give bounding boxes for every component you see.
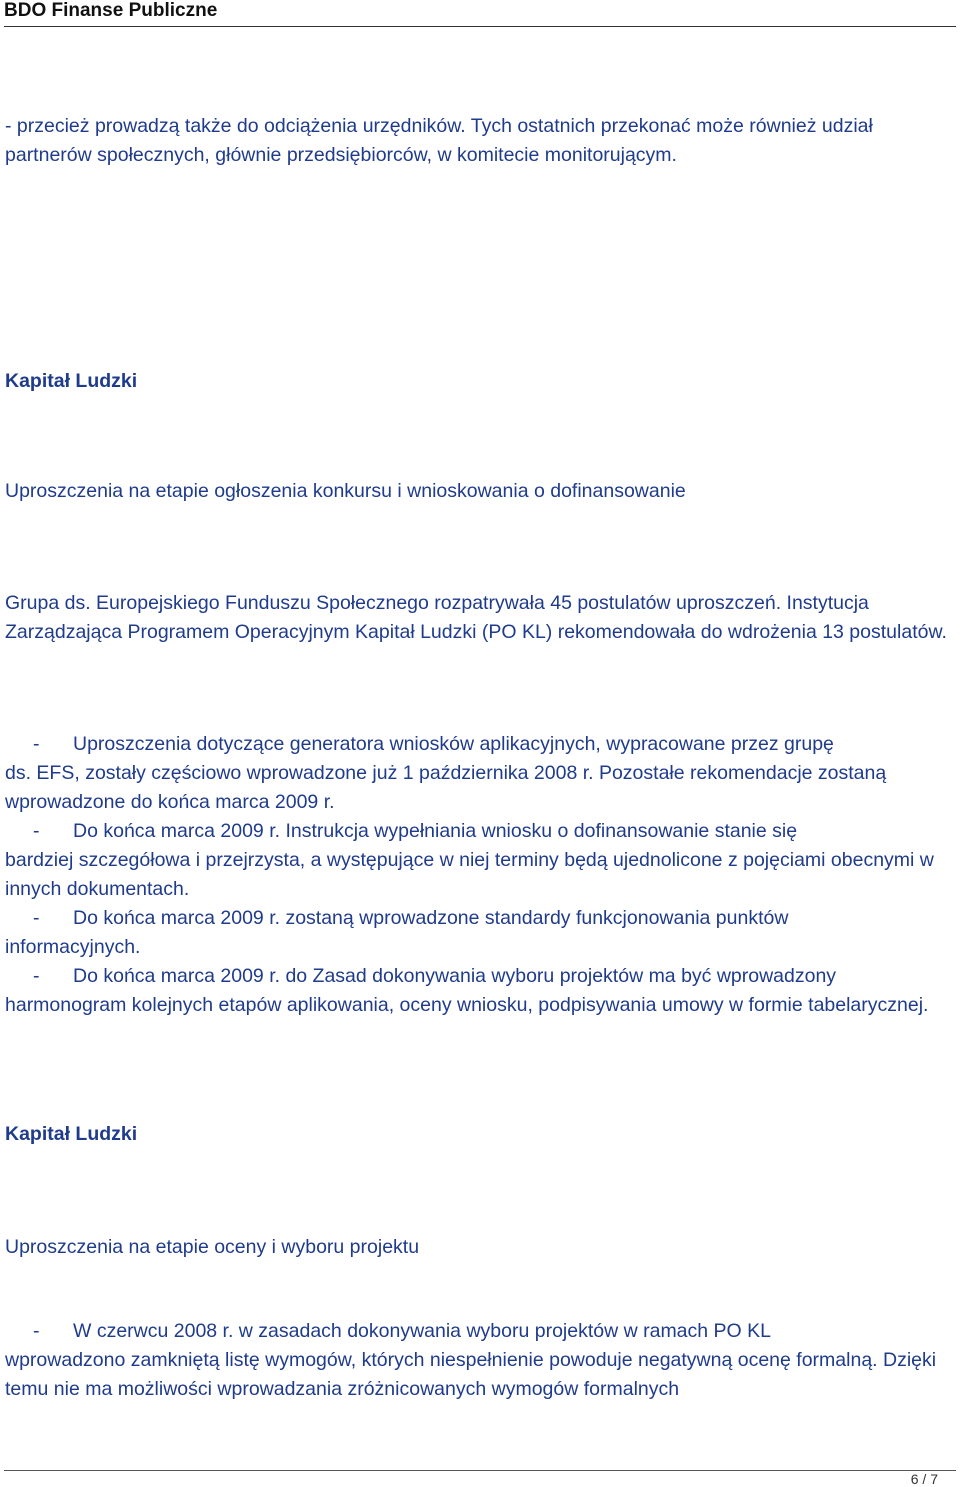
bullet-dash: -: [33, 965, 40, 987]
list-item: [5, 730, 955, 817]
section-2-subheading: Uproszczenia na etapie oceny i wyboru projektu: [5, 1236, 420, 1258]
list-item: [5, 817, 955, 904]
list-item: [5, 1317, 955, 1404]
intro-paragraph: - przecież prowadzą także do odciążenia urzędników. Tych ostatnich przekonać może również udział partnerów społecznych, głównie przedsiębiorców, w komitecie monitorującym.: [5, 115, 873, 166]
list-item: [5, 904, 955, 962]
section-1-bullet-list: [5, 730, 955, 1020]
bullet-lead-text: Uproszczenia dotyczące generatora wniosków aplikacyjnych, wypracowane przez grupę: [73, 733, 834, 755]
footer-divider: [4, 1470, 956, 1471]
document-header-title: BDO Finanse Publiczne: [4, 0, 218, 21]
section-1-paragraph: Grupa ds. Europejskiego Funduszu Społecznego rozpatrywała 45 postulatów uproszczeń. Instytucja Zarządzająca Programem Operacyjnym Kapitał Ludzki (PO KL) rekomendowała do wdrożenia 13 postulatów.: [5, 592, 947, 643]
section-2-heading: Kapitał Ludzki: [5, 1123, 138, 1145]
bullet-lead-text: W czerwcu 2008 r. w zasadach dokonywania wyboru projektów w ramach PO KL: [73, 1320, 771, 1342]
bullet-dash: -: [33, 1320, 40, 1342]
bullet-dash: -: [33, 907, 40, 929]
section-2-bullet-list: [5, 1317, 955, 1404]
bullet-continuation-text: informacyjnych.: [5, 936, 141, 958]
page-number: 6 / 7: [910, 1471, 938, 1487]
header-divider: [4, 26, 956, 27]
section-1-heading: Kapitał Ludzki: [5, 370, 138, 392]
list-item: [5, 962, 955, 1020]
bullet-lead-text: Do końca marca 2009 r. do Zasad dokonywania wyboru projektów ma być wprowadzony: [73, 965, 837, 987]
bullet-dash: -: [33, 820, 40, 842]
bullet-dash: -: [33, 733, 40, 755]
bullet-lead-text: Do końca marca 2009 r. Instrukcja wypełniania wniosku o dofinansowanie stanie się: [73, 820, 798, 842]
bullet-continuation-text: harmonogram kolejnych etapów aplikowania, oceny wniosku, podpisywania umowy w formie tabelarycznej.: [5, 994, 929, 1016]
bullet-continuation-text: ds. EFS, zostały częściowo wprowadzone już 1 października 2008 r. Pozostałe rekomendacje zostaną wprowadzone do końca marca 2009 r.: [5, 762, 887, 813]
bullet-lead-text: Do końca marca 2009 r. zostaną wprowadzone standardy funkcjonowania punktów: [73, 907, 789, 929]
bullet-continuation-text: wprowadzono zamkniętą listę wymogów, których niespełnienie powoduje negatywną ocenę formalną. Dzięki temu nie ma możliwości wprowadzania zróżnicowanych wymogów formalnych: [5, 1349, 937, 1400]
bullet-continuation-text: bardziej szczegółowa i przejrzysta, a występujące w niej terminy będą ujednolicone z pojęciami obecnymi w innych dokumentach.: [5, 849, 934, 900]
section-1-subheading: Uproszczenia na etapie ogłoszenia konkursu i wnioskowania o dofinansowanie: [5, 480, 686, 502]
